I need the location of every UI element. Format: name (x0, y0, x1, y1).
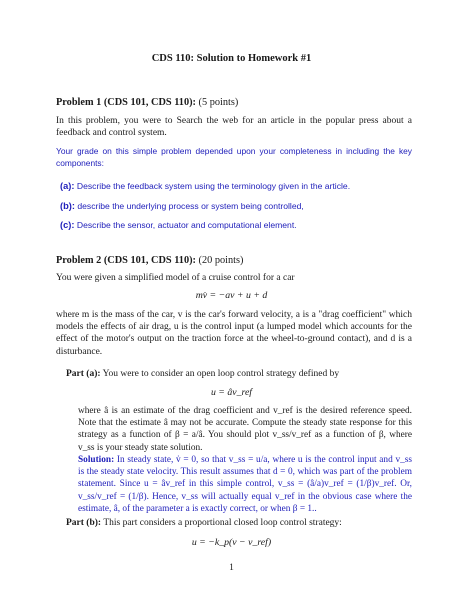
part-b-intro: This part considers a proportional closed loop control strategy: (103, 518, 342, 528)
problem1-heading-label: Problem 1 (CDS 101, CDS 110): (56, 97, 196, 108)
problem1-statement: In this problem, you were to Search the web for an article in the popular press about a feedback and control system. (56, 116, 412, 139)
document-title: CDS 110: Solution to Homework #1 (151, 53, 312, 64)
requirement-a-text: Describe the feedback system using the terminology given in the article. (76, 181, 351, 191)
equation-open-loop: u = âv_ref (210, 387, 253, 398)
page-number: 1 (229, 563, 234, 573)
equation-cruise-model: mv̇ = −av + u + d (195, 290, 268, 301)
problem2-heading (56, 255, 243, 266)
requirement-a (60, 181, 350, 191)
problem2-heading-label: Problem 2 (CDS 101, CDS 110): (56, 255, 196, 266)
requirement-b-text: describe the underlying process or system being controlled, (77, 201, 304, 211)
problem1-grading-note: Your grade on this simple problem depended upon your completeness in including the key components: (56, 146, 412, 169)
equation-proportional-control: u = −k_p(v − v_ref) (191, 537, 272, 548)
requirement-b-label: (b): (60, 201, 75, 211)
problem2-intro: You were given a simplified model of a cruise control for a car (56, 273, 295, 283)
requirement-c (60, 220, 297, 230)
part-a-label: Part (a): (66, 369, 101, 379)
solution-text: In steady state, v̇ = 0, so that v_ss = u/a, where u is the control input and v_ss is the steady state velocity. This result assumes that d = 0, which was part of the problem statement. Since u = âv_ref in this simple control, v_ss = (â/a)v_ref = (1/β)v_ref. Or, v_ss/v_ref = (1/β). Hence, v_ss will actually equal v_ref in the obvious case where the estimate, â, of the parameter a is exactly correct, or when β = 1.. (78, 455, 412, 514)
part-a-intro: You were to consider an open loop control strategy defined by (102, 369, 340, 379)
requirement-a-label: (a): (60, 181, 75, 191)
part-b-heading (66, 518, 342, 528)
part-a-heading (66, 369, 339, 379)
problem2-description: where m is the mass of the car, v is the car's forward velocity, a is a "drag coefficient" which models the effects of air drag, u is the control input (a lumped model which accounts for the effect of the motor's output on the traction force at the wheel-to-ground contact), and d is a disturbance. (56, 310, 412, 357)
problem1-points: (5 points) (198, 97, 239, 108)
requirement-b (60, 201, 304, 211)
part-a-text: where â is an estimate of the drag coefficient and v_ref is the desired reference speed. Note that the estimate â may not be accurate. Compute the steady state response for this strategy as a function of β = a/â. You should plot v_ss/v_ref as a function of β, where v_ss is your steady state solution. (78, 406, 412, 453)
problem2-points: (20 points) (198, 255, 244, 266)
solution-label: Solution: (78, 455, 115, 465)
part-a-solution (78, 454, 412, 515)
problem1-heading (56, 97, 238, 108)
requirement-c-text: Describe the sensor, actuator and computational element. (76, 220, 297, 230)
requirement-c-label: (c): (60, 220, 75, 230)
part-b-label: Part (b): (66, 518, 102, 528)
